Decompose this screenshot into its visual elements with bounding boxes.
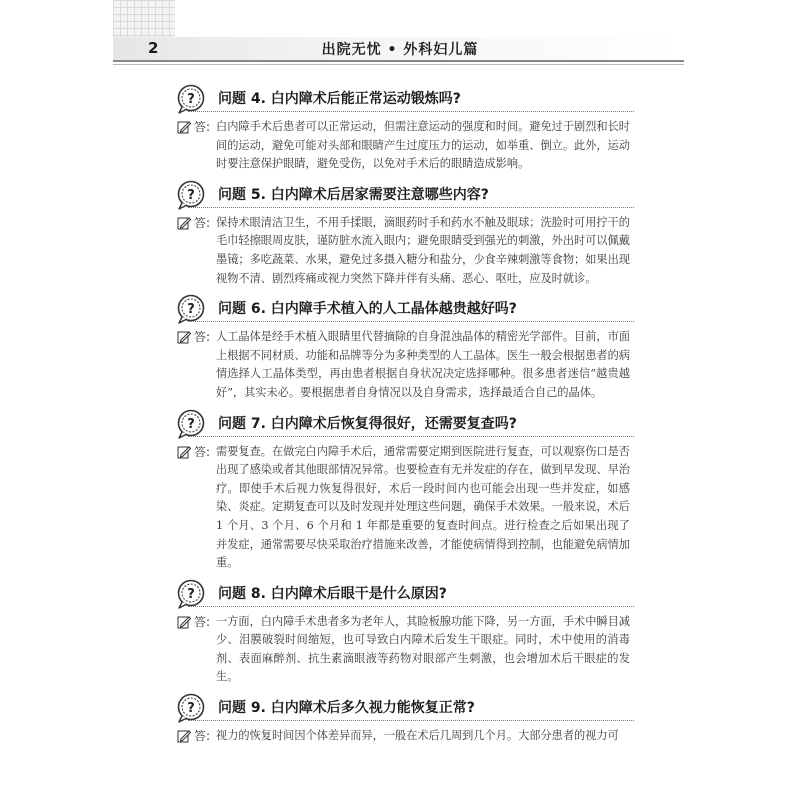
answer-label: 答: [194,215,211,230]
edit-note-icon [177,445,191,459]
answer-block [170,443,630,573]
question-dotted-rule [188,606,634,607]
svg-text:?: ? [187,302,195,318]
svg-text:?: ? [187,586,195,602]
running-title: 出院无忧 • 外科妇儿篇 [321,42,479,58]
answer-block [170,328,630,402]
question-text: 问题 6. 白内障手术植入的人工晶体越贵越好吗? [218,301,517,318]
question-text: 问题 4. 白内障术后能正常运动锻炼吗? [218,91,461,107]
question-row [170,693,630,725]
question-text: 问题 7. 白内障术后恢复得很好，还需要复查吗? [218,415,517,432]
answer-label: 答: [194,614,211,629]
edit-note-icon [177,120,191,134]
svg-text:?: ? [187,92,195,107]
qa-item [170,84,630,174]
answer-label: 答: [194,729,211,744]
header-rule [113,60,684,62]
question-dotted-rule [188,111,634,112]
answer-text: 保持术眼清洁卫生，不用手揉眼，滴眼药时手和药水不触及眼球；洗脸时可用拧干的毛巾轻擦眼周皮肤，谨防脏水流入眼内；避免眼睛受到强光的刺激，外出时可以佩戴墨镜；多吃蔬菜、水果，避免过多摄入糖分和盐分，少食辛辣刺激等食物；如果出现视物不清、剧烈疼痛或视力突然下降并伴有头痛、恶心、呕吐，应及时就诊。 [216,215,630,285]
question-dotted-rule [188,321,634,322]
corner-grid-decoration [113,0,175,37]
page-number: 2 [148,39,159,57]
svg-text:?: ? [187,701,195,717]
edit-note-icon [177,615,191,629]
header-rule-thin [113,64,684,65]
answer-block [170,118,630,174]
answer-text: 一方面，白内障手术患者多为老年人，其睑板腺功能下降，另一方面，手术中瞬目减少、泪膜破裂时间缩短，也可导致白内障术后发生干眼症。同时，术中使用的消毒剂、表面麻醉剂、抗生素滴眼液等药物对眼部产生刺激，也会增加术后干眼症的发生。 [216,614,630,684]
question-row [170,180,630,212]
question-text: 问题 9. 白内障术后多久视力能恢复正常? [218,700,475,717]
question-dotted-rule [188,207,634,208]
qa-list [170,84,630,752]
qa-item [170,579,630,687]
answer-label: 答: [194,444,211,459]
question-bubble-icon [176,294,206,324]
svg-text:?: ? [187,187,195,203]
answer-text: 人工晶体是经手术植入眼睛里代替摘除的自身混浊晶体的精密光学部件。目前，市面上根据不同材质、功能和品牌等分为多种类型的人工晶体。医生一般会根据患者的病情选择人工晶体类型，再由患者根据自身状况决定选择哪种。很多患者迷信“越贵越好”，其实未必。要根据患者自身情况以及自身需求，选择最适合自己的晶体。 [216,330,630,399]
question-text: 问题 5. 白内障术后居家需要注意哪些内容? [218,186,489,203]
question-bubble-icon [176,579,206,609]
answer-label: 答: [194,120,211,134]
qa-item [170,294,630,402]
qa-item [170,693,630,746]
qa-item [170,409,630,573]
question-row [170,409,630,441]
question-dotted-rule [188,720,634,721]
qa-item [170,180,630,288]
question-row [170,579,630,611]
answer-block [170,214,630,288]
question-row [170,294,630,326]
svg-text:?: ? [187,416,195,432]
answer-block [170,727,630,746]
edit-note-icon [177,216,191,230]
question-dotted-rule [188,436,634,437]
question-bubble-icon [176,693,206,723]
question-bubble-icon [176,84,206,114]
question-bubble-icon [176,409,206,439]
answer-label: 答: [194,330,211,345]
question-row [170,84,630,116]
answer-block [170,613,630,687]
answer-text: 白内障手术后患者可以正常运动，但需注意运动的强度和时间。避免过于剧烈和长时间的运动，避免可能对头部和眼睛产生过度压力的运动，如举重、倒立。此外，运动时要注意保护眼睛，避免受伤，以免对手术后的眼睛造成影响。 [216,120,630,171]
answer-text: 需要复查。在做完白内障手术后，通常需要定期到医院进行复查，可以观察伤口是否出现了感染或者其他眼部情况异常。也要检查有无并发症的存在，做到早发现、早治疗。即使手术后视力恢复得很好，术后一段时间内也可能会出现一些并发症，如感染、炎症。定期复查可以及时发现并处理这些问题，确保手术效果。一般来说，术后 1 个月、3 个月、6 个月和 1 年都是重要的复查时间点。进行检查之后如果出现了并发症，通常需要尽快采取治疗措施来改善，才能使病情得到控制，也能避免病情加重。 [216,444,630,570]
answer-text: 视力的恢复时间因个体差异而异，一般在术后几周到几个月。大部分患者的视力可 [216,729,619,743]
question-bubble-icon [176,180,206,210]
question-text: 问题 8. 白内障术后眼干是什么原因? [218,585,447,602]
edit-note-icon [177,330,191,344]
edit-note-icon [177,729,191,743]
